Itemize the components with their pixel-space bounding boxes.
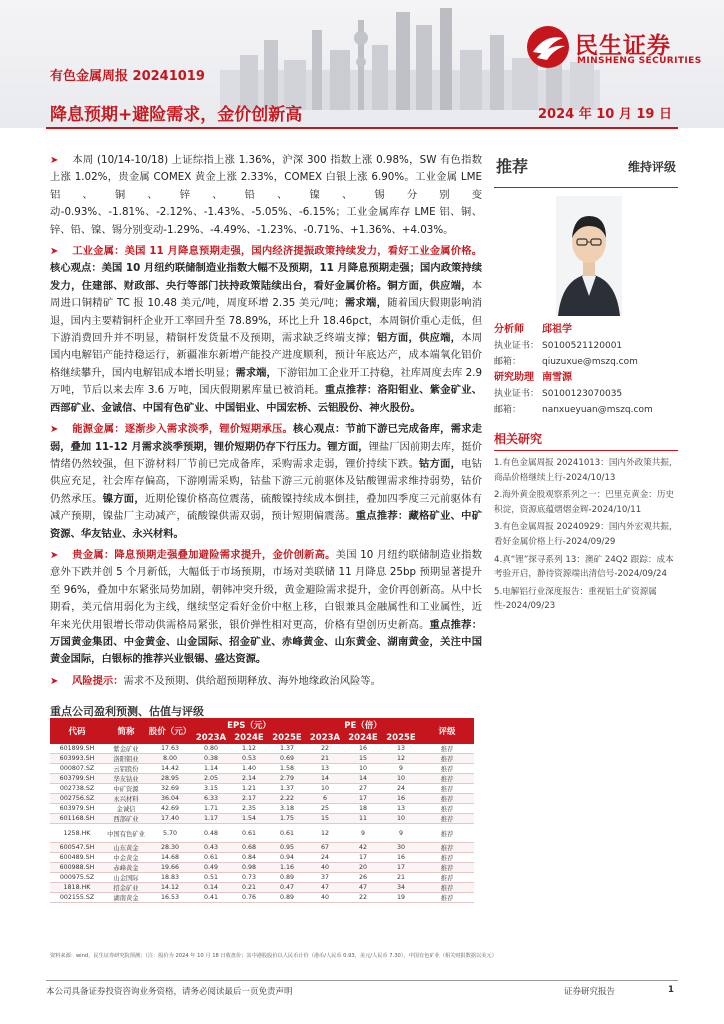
table-cell: 17 bbox=[344, 853, 382, 863]
table-cell: 招金矿业 bbox=[104, 883, 148, 893]
table-row bbox=[50, 843, 474, 853]
assistant-role: 研究助理 bbox=[494, 372, 534, 383]
table-cell: 0.84 bbox=[230, 853, 268, 863]
table-cell: 20 bbox=[344, 863, 382, 873]
table-cell: 2.14 bbox=[230, 774, 268, 784]
table-row bbox=[50, 744, 474, 754]
table-cell: 推荐 bbox=[420, 843, 474, 853]
table-row bbox=[50, 883, 474, 893]
table-cell: 8.00 bbox=[148, 754, 192, 764]
table-cell: 0.73 bbox=[230, 873, 268, 883]
table-cell: 中国有色矿业 bbox=[104, 824, 148, 843]
table-cell: 24 bbox=[306, 853, 344, 863]
table-cell: 1.12 bbox=[230, 744, 268, 754]
table-cell: 0.94 bbox=[268, 853, 306, 863]
table-cell: 推荐 bbox=[420, 794, 474, 804]
table-cell: 10 bbox=[382, 814, 420, 824]
table-cell: 推荐 bbox=[420, 873, 474, 883]
table-row bbox=[50, 764, 474, 774]
table-cell: 推荐 bbox=[420, 754, 474, 764]
table-cell: 1.71 bbox=[192, 804, 230, 814]
table-row bbox=[50, 873, 474, 883]
table-cell: 25 bbox=[306, 804, 344, 814]
arrow-bullet-icon: ➤ bbox=[50, 155, 59, 166]
table-cell: 0.47 bbox=[268, 883, 306, 893]
table-cell: 30 bbox=[382, 843, 420, 853]
table-body bbox=[50, 744, 474, 903]
table-cell: 山金国际 bbox=[104, 873, 148, 883]
table-cell: 19.66 bbox=[148, 863, 192, 873]
table-cell: 47 bbox=[306, 883, 344, 893]
table-cell: 0.80 bbox=[192, 744, 230, 754]
table-cell: 0.41 bbox=[192, 893, 230, 903]
table-cell: 0.21 bbox=[230, 883, 268, 893]
table-cell: 0.89 bbox=[268, 893, 306, 903]
related-item[interactable]: 5.电解铝行业深度报告：重视铝土矿资源属性-2024/09/23 bbox=[494, 586, 657, 612]
table-cell: 16.53 bbox=[148, 893, 192, 903]
paragraph-risk: ➤ 风险提示：需求不及预期、供给超预期释放、海外地缘政治风险等。 bbox=[50, 673, 482, 690]
header-eps-2024e: 2024E bbox=[230, 731, 268, 744]
table-cell: 47 bbox=[344, 883, 382, 893]
table-cell: 17 bbox=[382, 863, 420, 873]
table-cell: 0.61 bbox=[268, 824, 306, 843]
table-cell: 13 bbox=[306, 764, 344, 774]
footer-report-type: 证券研究报告 bbox=[564, 987, 616, 997]
table-cell: 24 bbox=[382, 784, 420, 794]
minsheng-logo bbox=[525, 24, 705, 70]
table-cell: 中矿资源 bbox=[104, 784, 148, 794]
assistant-name: 南雪源 bbox=[542, 372, 572, 383]
table-cell: 中金黄金 bbox=[104, 853, 148, 863]
table-cell: 华友钴业 bbox=[104, 774, 148, 784]
logo-text-en: MINSHENG SECURITIES bbox=[577, 56, 702, 66]
table-cell: 13 bbox=[382, 804, 420, 814]
analyst-photo bbox=[556, 196, 622, 316]
table-cell: 湖南黄金 bbox=[104, 893, 148, 903]
table-cell: 永兴材料 bbox=[104, 794, 148, 804]
table-row bbox=[50, 893, 474, 903]
table-cell: 28.30 bbox=[148, 843, 192, 853]
analyst-email[interactable]: qiuzuxue@mszq.com bbox=[542, 357, 638, 367]
table-cell: 西部矿业 bbox=[104, 814, 148, 824]
table-cell: 000807.SZ bbox=[50, 764, 104, 774]
table-cell: 1258.HK bbox=[50, 824, 104, 843]
header-rating: 评级 bbox=[420, 718, 474, 744]
related-item[interactable]: 4.真“锂”探寻系列 13：澳矿 24Q2 跟踪：成本考验开启，静待资源端出清信号-2024/09/24 bbox=[494, 554, 674, 580]
table-cell: 600988.SH bbox=[50, 863, 104, 873]
table-cell: 2.79 bbox=[268, 774, 306, 784]
report-series-tag: 有色金属周报 20241019 bbox=[50, 69, 205, 84]
table-cell: 12 bbox=[382, 754, 420, 764]
table-cell: 1.17 bbox=[192, 814, 230, 824]
table-cell: 9 bbox=[344, 824, 382, 843]
paragraph-energy-metals: ➤ 能源金属：逐渐步入需求淡季，锂价短期承压。核心观点：节前下游已完成备库，需求走弱，叠加 11-12 月需求淡季预期，锂价短期仍存下行压力。锂方面，锂盐厂因前期去库，挺价情绪仍然较强，但下游材料厂节前已完成备库，采购需求走弱，锂价持续下跌。钴方面，电钴供应充足，社会库存偏高，下游刚需采购，钴盐下游三元前驱体及钴酸锂需求维持弱势，钴价仍然承压。镍方面，近期伦镍价格高位震荡，硫酸镍持续成本倒挂，叠加四季度三元前驱体有减产预期，镍盐厂主动减产，硫酸镍供需双弱，预计短期偏震荡。重点推荐：藏格矿业、中矿资源、华友钴业、永兴材料。 bbox=[50, 423, 483, 540]
table-cell: 5.70 bbox=[148, 824, 192, 843]
footer-divider bbox=[46, 980, 678, 981]
table-cell: 14.68 bbox=[148, 853, 192, 863]
table-cell: 22 bbox=[306, 744, 344, 754]
table-cell: 600489.SH bbox=[50, 853, 104, 863]
table-cell: 1.21 bbox=[230, 784, 268, 794]
table-cell: 2.35 bbox=[230, 804, 268, 814]
table-cell: 1.14 bbox=[192, 764, 230, 774]
header-pe-2023a: 2023A bbox=[306, 731, 344, 744]
related-research bbox=[494, 430, 678, 617]
table-cell: 2.05 bbox=[192, 774, 230, 784]
table-cell: 9 bbox=[382, 764, 420, 774]
table-cell: 32.69 bbox=[148, 784, 192, 794]
table-cell: 19 bbox=[382, 893, 420, 903]
header-eps-2025e: 2025E bbox=[268, 731, 306, 744]
table-cell: 26 bbox=[344, 873, 382, 883]
table-cell: 22 bbox=[344, 893, 382, 903]
table-cell: 推荐 bbox=[420, 784, 474, 794]
analyst-info: 分析师 邱祖学 执业证书： S0100521120001 邮箱： qiuzuxue@mszq.com 研究助理 南雪源 执业证书： S0100123070035 邮箱： nanxueyuan@mszq.com bbox=[494, 324, 653, 415]
table-cell: 1.54 bbox=[230, 814, 268, 824]
paragraph-precious-metals: ➤ 贵金属：降息预期走强叠加避险需求提升，金价创新高。美国 10 月纽约联储制造业指数意外下跌并创 5 个月新低，大幅低于市场预期，市场对美联储 11 月降息 25bp 预期显著提升至 96%，叠加中东紧张局势加剧，朝韩冲突升级，黄金避险需求提升，金价再创新高。从中长期看，美元信用弱化为主线，继续坚定看好金价中枢上移，白银兼具金融属性和工业属性，近年来光伏用银增长带动供需格局紧张，银价弹性相对更高，价格有望创历史新高。重点推荐：万国黄金集团、中金黄金、山金国际、招金矿业、赤峰黄金、山东黄金、湖南黄金，关注中国黄金国际，白银标的推荐兴业银锡、盛达资源。 bbox=[50, 548, 483, 666]
table-cell: 002738.SZ bbox=[50, 784, 104, 794]
table-cell: 6 bbox=[306, 794, 344, 804]
table-cell: 推荐 bbox=[420, 744, 474, 754]
table-cell: 1.58 bbox=[268, 764, 306, 774]
table-cell: 10 bbox=[344, 764, 382, 774]
table-cell: 0.38 bbox=[192, 754, 230, 764]
arrow-bullet-icon: ➤ bbox=[50, 424, 59, 436]
table-cell: 002756.SZ bbox=[50, 794, 104, 804]
table-cell: 推荐 bbox=[420, 863, 474, 873]
analyst-role: 分析师 bbox=[494, 324, 524, 335]
analyst-cert: S0100521120001 bbox=[542, 341, 623, 351]
report-title: 降息预期+避险需求，金价创新高 bbox=[50, 105, 303, 125]
table-cell: 40 bbox=[306, 863, 344, 873]
table-cell: 10 bbox=[382, 774, 420, 784]
table-cell: 17.40 bbox=[148, 814, 192, 824]
table-cell: 推荐 bbox=[420, 824, 474, 843]
table-cell: 600547.SH bbox=[50, 843, 104, 853]
table-cell: 14.42 bbox=[148, 764, 192, 774]
table-cell: 67 bbox=[306, 843, 344, 853]
table-cell: 推荐 bbox=[420, 774, 474, 784]
table-cell: 15 bbox=[306, 814, 344, 824]
report-date: 2024 年 10 月 19 日 bbox=[538, 107, 672, 122]
assistant-cert: S0100123070035 bbox=[542, 389, 623, 399]
table-cell: 21 bbox=[306, 754, 344, 764]
related-item[interactable]: 1.有色金属周报 20241013：国内外政策共振，商品价格继续上行-2024/10/13 bbox=[494, 458, 678, 483]
paragraph-industrial-metals: ➤ 工业金属：美国 11 月降息预期走强，国内经济提振政策持续发力，看好工业金属价格。核心观点：美国 10 月纽约联储制造业指数大幅不及预期，11 月降息预期走强；国内政策持续发力，住建部、财政部、央行等部门扶持政策陆续出台，看好金属价格。铜方面，供应端，本周进口铜精矿 TC 报 10.48 美元/吨，周度环增 2.35 美元/吨；需求端，随着国庆假期影响消退，国内主要精铜杆企业开工率回升至 78.89%，环比上升 18.46pct，本周铜价重心走低，但下游消费回升并不明显，精铜杆发货量不及预期，需求缺乏终端支撑；铝方面，供应端，本周国内电解铝产能持稳运行，新疆准东新增产能投产进度顺利，预计年底达产，成本端氧化铝价格继续攀升，国内电解铝成本增长明显；需求端，下游铝加工企业开工持稳，社库周度去库 2.9 万吨，节后以来去库 3.6 万吨，国庆假期累库量已被消耗。重点推荐：洛阳钼业、紫金矿业、西部矿业、金诚信、中国有色矿业、中国铝业、中国宏桥、云铝股份、神火股份。 bbox=[50, 245, 483, 414]
arrow-bullet-icon: ➤ bbox=[50, 549, 59, 561]
table-cell: 1.37 bbox=[268, 744, 306, 754]
table-cell: 603799.SH bbox=[50, 774, 104, 784]
table-row bbox=[50, 814, 474, 824]
header-pe-2025e: 2025E bbox=[382, 731, 420, 744]
header-pe-2024e: 2024E bbox=[344, 731, 382, 744]
table-cell: 27 bbox=[344, 784, 382, 794]
table-cell: 18.83 bbox=[148, 873, 192, 883]
table-cell: 紫金矿业 bbox=[104, 744, 148, 754]
table-row bbox=[50, 794, 474, 804]
rating-box bbox=[494, 152, 678, 188]
table-cell: 推荐 bbox=[420, 764, 474, 774]
table-cell: 云铝股份 bbox=[104, 764, 148, 774]
table-row bbox=[50, 774, 474, 784]
table-cell: 推荐 bbox=[420, 853, 474, 863]
table-row bbox=[50, 824, 474, 843]
header-price: 股价（元） bbox=[148, 718, 192, 744]
table-cell: 601168.SH bbox=[50, 814, 104, 824]
table-cell: 002155.SZ bbox=[50, 893, 104, 903]
table-cell: 金诚信 bbox=[104, 804, 148, 814]
table-cell: 洛阳钼业 bbox=[104, 754, 148, 764]
table-cell: 603979.SH bbox=[50, 804, 104, 814]
table-cell: 13 bbox=[382, 744, 420, 754]
table-cell: 36.04 bbox=[148, 794, 192, 804]
table-cell: 15 bbox=[344, 754, 382, 764]
table-cell: 14 bbox=[344, 774, 382, 784]
table-cell: 10 bbox=[306, 784, 344, 794]
minsheng-emblem-icon bbox=[525, 24, 571, 70]
table-cell: 2.22 bbox=[268, 794, 306, 804]
table-row bbox=[50, 784, 474, 794]
table-cell: 21 bbox=[382, 873, 420, 883]
table-cell: 000975.SZ bbox=[50, 873, 104, 883]
footer-disclaimer: 本公司具备证券投资咨询业务资格，请务必阅读最后一页免责声明 bbox=[46, 987, 293, 997]
related-item[interactable]: 3.有色金属周报 20240929：国内外宏观共振，看好金属价格上行-2024/09/29 bbox=[494, 522, 678, 547]
table-cell: 17.63 bbox=[148, 744, 192, 754]
table-cell: 0.98 bbox=[230, 863, 268, 873]
table-cell: 0.95 bbox=[268, 843, 306, 853]
paragraph-market-summary: ➤ 本周 (10/14-10/18) 上证综指上涨 1.36%，沪深 300 指数上涨 0.98%，SW 有色指数上涨 1.02%，贵金属 COMEX 黄金上涨 2.33%，COMEX 白银上涨 6.90%。工业金属 LME 铝、铜、锌、铅、镍、锡分别变动-0.93%、-1.81%、-2.12%、-1.43%、-5.05%、-6.15%；工业金属库存 LME 铝、铜、锌、铅、镍、锡分别变动-1.29%、-4.49%、-1.23%、-0.71%、+1.36%、+4.03%。 bbox=[50, 154, 482, 236]
table-cell: 42 bbox=[344, 843, 382, 853]
table-cell: 0.76 bbox=[230, 893, 268, 903]
table-cell: 17 bbox=[344, 794, 382, 804]
table-cell: 0.14 bbox=[192, 883, 230, 893]
table-cell: 3.18 bbox=[268, 804, 306, 814]
header-code: 代码 bbox=[50, 718, 104, 744]
table-cell: 0.51 bbox=[192, 873, 230, 883]
table-cell: 0.48 bbox=[192, 824, 230, 843]
recommendation-label: 推荐 bbox=[496, 157, 529, 176]
table-cell: 1.40 bbox=[230, 764, 268, 774]
title-divider bbox=[46, 127, 678, 129]
table-cell: 18 bbox=[344, 804, 382, 814]
table-cell: 0.89 bbox=[268, 873, 306, 883]
table-cell: 推荐 bbox=[420, 804, 474, 814]
table-cell: 0.68 bbox=[230, 843, 268, 853]
table-cell: 37 bbox=[306, 873, 344, 883]
table-cell: 40 bbox=[306, 893, 344, 903]
recommendation-header bbox=[494, 152, 678, 188]
table-cell: 推荐 bbox=[420, 814, 474, 824]
table-cell: 6.33 bbox=[192, 794, 230, 804]
arrow-bullet-icon: ➤ bbox=[50, 246, 59, 258]
table-row bbox=[50, 863, 474, 873]
table-cell: 14 bbox=[306, 774, 344, 784]
table-cell: 12 bbox=[306, 824, 344, 843]
header-banner bbox=[0, 0, 724, 128]
table-cell: 山东黄金 bbox=[104, 843, 148, 853]
table-cell: 1818.HK bbox=[50, 883, 104, 893]
table-cell: 16 bbox=[344, 744, 382, 754]
table-cell: 3.15 bbox=[192, 784, 230, 794]
table-cell: 0.69 bbox=[268, 754, 306, 764]
table-cell: 1.16 bbox=[268, 863, 306, 873]
table-cell: 0.61 bbox=[192, 853, 230, 863]
page-number: 1 bbox=[668, 985, 674, 995]
header-eps: EPS（元） bbox=[192, 718, 306, 731]
table-cell: 推荐 bbox=[420, 883, 474, 893]
header-name: 简称 bbox=[104, 718, 148, 744]
table-cell: 16 bbox=[382, 853, 420, 863]
table-cell: 2.17 bbox=[230, 794, 268, 804]
table-cell: 34 bbox=[382, 883, 420, 893]
analyst-name: 邱祖学 bbox=[542, 324, 572, 335]
arrow-bullet-icon: ➤ bbox=[50, 675, 59, 687]
table-cell: 0.61 bbox=[230, 824, 268, 843]
header-eps-2023a: 2023A bbox=[192, 731, 230, 744]
table-cell: 0.43 bbox=[192, 843, 230, 853]
table-cell: 1.75 bbox=[268, 814, 306, 824]
assistant-email[interactable]: nanxueyuan@mszq.com bbox=[542, 405, 653, 415]
table-row bbox=[50, 853, 474, 863]
report-body bbox=[50, 152, 482, 694]
table-cell: 42.69 bbox=[148, 804, 192, 814]
table-cell: 601899.SH bbox=[50, 744, 104, 754]
rating-label: 维持评级 bbox=[627, 160, 676, 174]
table-cell: 14.12 bbox=[148, 883, 192, 893]
table-cell: 推荐 bbox=[420, 893, 474, 903]
related-item[interactable]: 2.海外黄金股观察系列之一：巴里克黄金：历史积淀，资源底蕴熠熠金辉-2024/10/11 bbox=[494, 490, 675, 515]
table-row bbox=[50, 804, 474, 814]
table-cell: 28.95 bbox=[148, 774, 192, 784]
table-cell: 9 bbox=[382, 824, 420, 843]
related-research-title: 相关研究 bbox=[494, 430, 678, 451]
table-cell: 0.53 bbox=[230, 754, 268, 764]
table-source-note: 资料来源：wind，民生证券研究院预测；（注：股价为 2024 年 10 月 18 日收盘价；其中港股股价以人民币计价（港币/人民币 0.93，美元/人民币 7.30），中国有色矿业（相关财报数据以美元） bbox=[50, 953, 497, 959]
table-cell: 赤峰黄金 bbox=[104, 863, 148, 873]
table-cell: 603993.SH bbox=[50, 754, 104, 764]
header-pe: PE（倍） bbox=[306, 718, 420, 731]
table-cell: 1.37 bbox=[268, 784, 306, 794]
table-title: 重点公司盈利预测、估值与评级 bbox=[50, 705, 204, 718]
table-cell: 11 bbox=[344, 814, 382, 824]
valuation-table bbox=[50, 718, 474, 903]
table-row bbox=[50, 754, 474, 764]
logo-text-cn: 民生证券 bbox=[575, 33, 671, 59]
table-cell: 0.49 bbox=[192, 863, 230, 873]
table-cell: 16 bbox=[382, 794, 420, 804]
